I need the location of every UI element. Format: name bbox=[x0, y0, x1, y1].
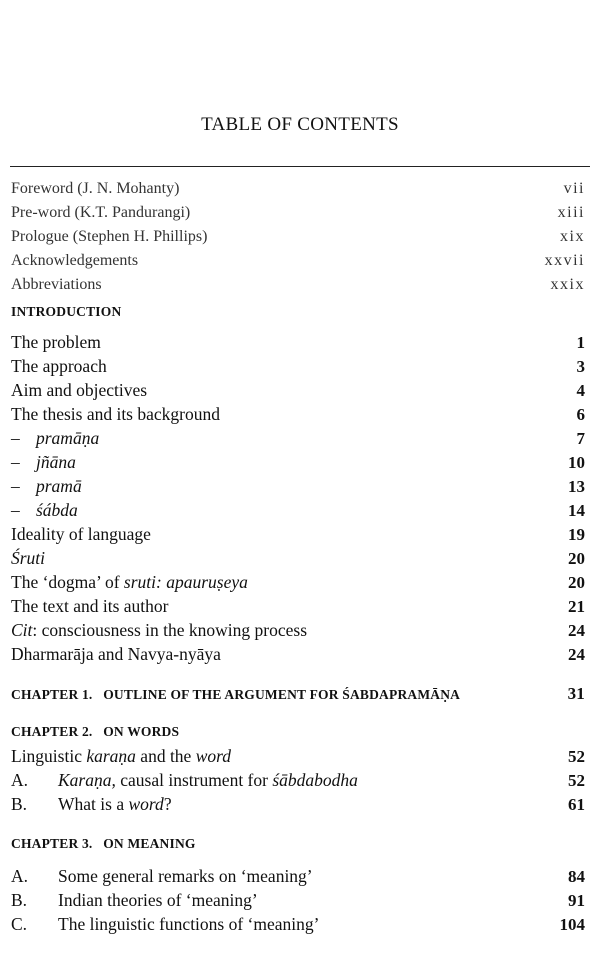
entry-page: 24 bbox=[568, 645, 585, 664]
entry-label-italic: word bbox=[195, 746, 232, 766]
entry-page: 14 bbox=[568, 501, 585, 520]
entry-page: 31 bbox=[567, 684, 585, 703]
entry-label: and the bbox=[135, 746, 196, 766]
entry-page: 91 bbox=[568, 891, 585, 910]
toc-entry[interactable] bbox=[11, 404, 585, 425]
entry-label: Dharmarāja and Navya-nyāya bbox=[11, 644, 221, 664]
entry-label: The problem bbox=[11, 332, 101, 352]
toc-entry[interactable] bbox=[11, 596, 585, 617]
entry-label: Indian theories of ‘meaning’ bbox=[58, 890, 258, 910]
dash-marker: – bbox=[11, 428, 20, 448]
entry-page: 20 bbox=[568, 573, 585, 592]
entry-label-italic: sruti: apauruṣeya bbox=[123, 572, 248, 592]
toc-entry[interactable] bbox=[11, 180, 585, 198]
entry-page: 84 bbox=[568, 867, 585, 886]
entry-label-italic: Karaṇa, bbox=[58, 770, 116, 790]
entry-label-italic: Cit bbox=[11, 620, 33, 640]
entry-page: xxvii bbox=[544, 252, 585, 269]
toc-entry[interactable] bbox=[11, 746, 585, 767]
section-heading-label: INTRODUCTION bbox=[11, 304, 122, 319]
entry-page: 20 bbox=[568, 549, 585, 568]
chapter-title: CHAPTER 1. OUTLINE OF THE ARGUMENT FOR ŚABDAPRAMĀṆA bbox=[11, 687, 461, 702]
entry-label: The text and its author bbox=[11, 596, 169, 616]
entry-label: Aim and objectives bbox=[11, 380, 148, 400]
entry-page: 7 bbox=[576, 429, 585, 448]
toc-entry[interactable] bbox=[11, 332, 585, 353]
entry-letter: C. bbox=[11, 914, 28, 934]
toc-entry[interactable] bbox=[11, 548, 585, 569]
toc-entry[interactable] bbox=[11, 890, 585, 911]
chapter-title: CHAPTER 2. ON WORDS bbox=[11, 724, 180, 739]
entry-page: 4 bbox=[576, 381, 585, 400]
entry-letter: B. bbox=[11, 794, 28, 814]
entry-label: The linguistic functions of ‘meaning’ bbox=[58, 914, 320, 934]
entry-label: Śruti bbox=[11, 548, 46, 568]
entry-page: 13 bbox=[568, 477, 585, 496]
toc-entry[interactable] bbox=[11, 866, 585, 887]
entry-label: Acknowledgements bbox=[11, 252, 139, 269]
entry-letter: A. bbox=[11, 866, 29, 886]
toc-entry[interactable] bbox=[11, 380, 585, 401]
entry-page: 3 bbox=[576, 357, 585, 376]
toc-entry[interactable] bbox=[11, 524, 585, 545]
entry-label: śábda bbox=[36, 500, 78, 520]
entry-page: 1 bbox=[576, 333, 585, 352]
toc-entry[interactable] bbox=[11, 620, 585, 641]
chapter-heading-3 bbox=[11, 836, 585, 852]
entry-label: Foreword (J. N. Mohanty) bbox=[11, 180, 180, 197]
entry-label: Ideality of language bbox=[11, 524, 151, 544]
entry-page: 104 bbox=[559, 915, 585, 934]
chapter-title: CHAPTER 3. ON MEANING bbox=[11, 836, 196, 851]
entry-label: What is a bbox=[58, 794, 129, 814]
toc-entry[interactable] bbox=[11, 356, 585, 377]
entry-page: 52 bbox=[568, 747, 585, 766]
toc-entry[interactable] bbox=[11, 644, 585, 665]
toc-entry[interactable] bbox=[11, 228, 585, 246]
dash-marker: – bbox=[11, 500, 20, 520]
entry-page: 19 bbox=[568, 525, 585, 544]
entry-page: 21 bbox=[568, 597, 585, 616]
entry-label: The ‘dogma’ of bbox=[11, 572, 124, 592]
title-rule bbox=[10, 166, 590, 167]
entry-label: The approach bbox=[11, 356, 107, 376]
entry-label: pramāṇa bbox=[36, 428, 100, 448]
entry-label: Pre-word (K.T. Pandurangi) bbox=[11, 204, 191, 221]
entry-page: xxix bbox=[550, 276, 585, 293]
toc-entry[interactable] bbox=[11, 770, 585, 791]
chapter-heading-1[interactable] bbox=[11, 684, 585, 704]
toc-entry[interactable] bbox=[11, 572, 585, 593]
entry-page: vii bbox=[563, 180, 585, 197]
entry-page: xiii bbox=[557, 204, 585, 221]
entry-page: 10 bbox=[568, 453, 585, 472]
toc-entry[interactable] bbox=[11, 914, 585, 935]
entry-letter: B. bbox=[11, 890, 28, 910]
chapter-heading-2 bbox=[11, 724, 585, 740]
dash-marker: – bbox=[11, 476, 20, 496]
toc-entry[interactable] bbox=[11, 252, 585, 270]
entry-label: jñāna bbox=[36, 452, 76, 472]
entry-label-italic: karaṇa bbox=[86, 746, 136, 766]
entry-page: 52 bbox=[568, 771, 585, 790]
entry-page: xix bbox=[560, 228, 585, 245]
entry-label-italic: word bbox=[128, 794, 164, 814]
entry-label: Prologue (Stephen H. Phillips) bbox=[11, 228, 208, 245]
entry-label: pramā bbox=[36, 476, 82, 496]
page-title: TABLE OF CONTENTS bbox=[201, 114, 399, 135]
toc-entry[interactable] bbox=[11, 204, 585, 222]
toc-subentry[interactable] bbox=[11, 428, 585, 449]
entry-label: Linguistic bbox=[11, 746, 87, 766]
dash-marker: – bbox=[11, 452, 20, 472]
toc-entry[interactable] bbox=[11, 794, 585, 815]
entry-label: : consciousness in the knowing process bbox=[32, 620, 308, 640]
entry-label: Some general remarks on ‘meaning’ bbox=[58, 866, 313, 886]
entry-letter: A. bbox=[11, 770, 29, 790]
entry-label: causal instrument for bbox=[115, 770, 273, 790]
toc-entry[interactable] bbox=[11, 276, 585, 294]
entry-page: 61 bbox=[568, 795, 585, 814]
entry-page: 24 bbox=[568, 621, 585, 640]
toc-subentry[interactable] bbox=[11, 452, 585, 473]
toc-subentry[interactable] bbox=[11, 500, 585, 521]
entry-label: The thesis and its background bbox=[11, 404, 220, 424]
toc-subentry[interactable] bbox=[11, 476, 585, 497]
entry-page: 6 bbox=[576, 405, 585, 424]
entry-label: Abbreviations bbox=[11, 276, 102, 293]
entry-label: ? bbox=[163, 794, 172, 814]
section-heading-introduction bbox=[11, 304, 585, 320]
entry-label-italic: śābdabodha bbox=[272, 770, 358, 790]
